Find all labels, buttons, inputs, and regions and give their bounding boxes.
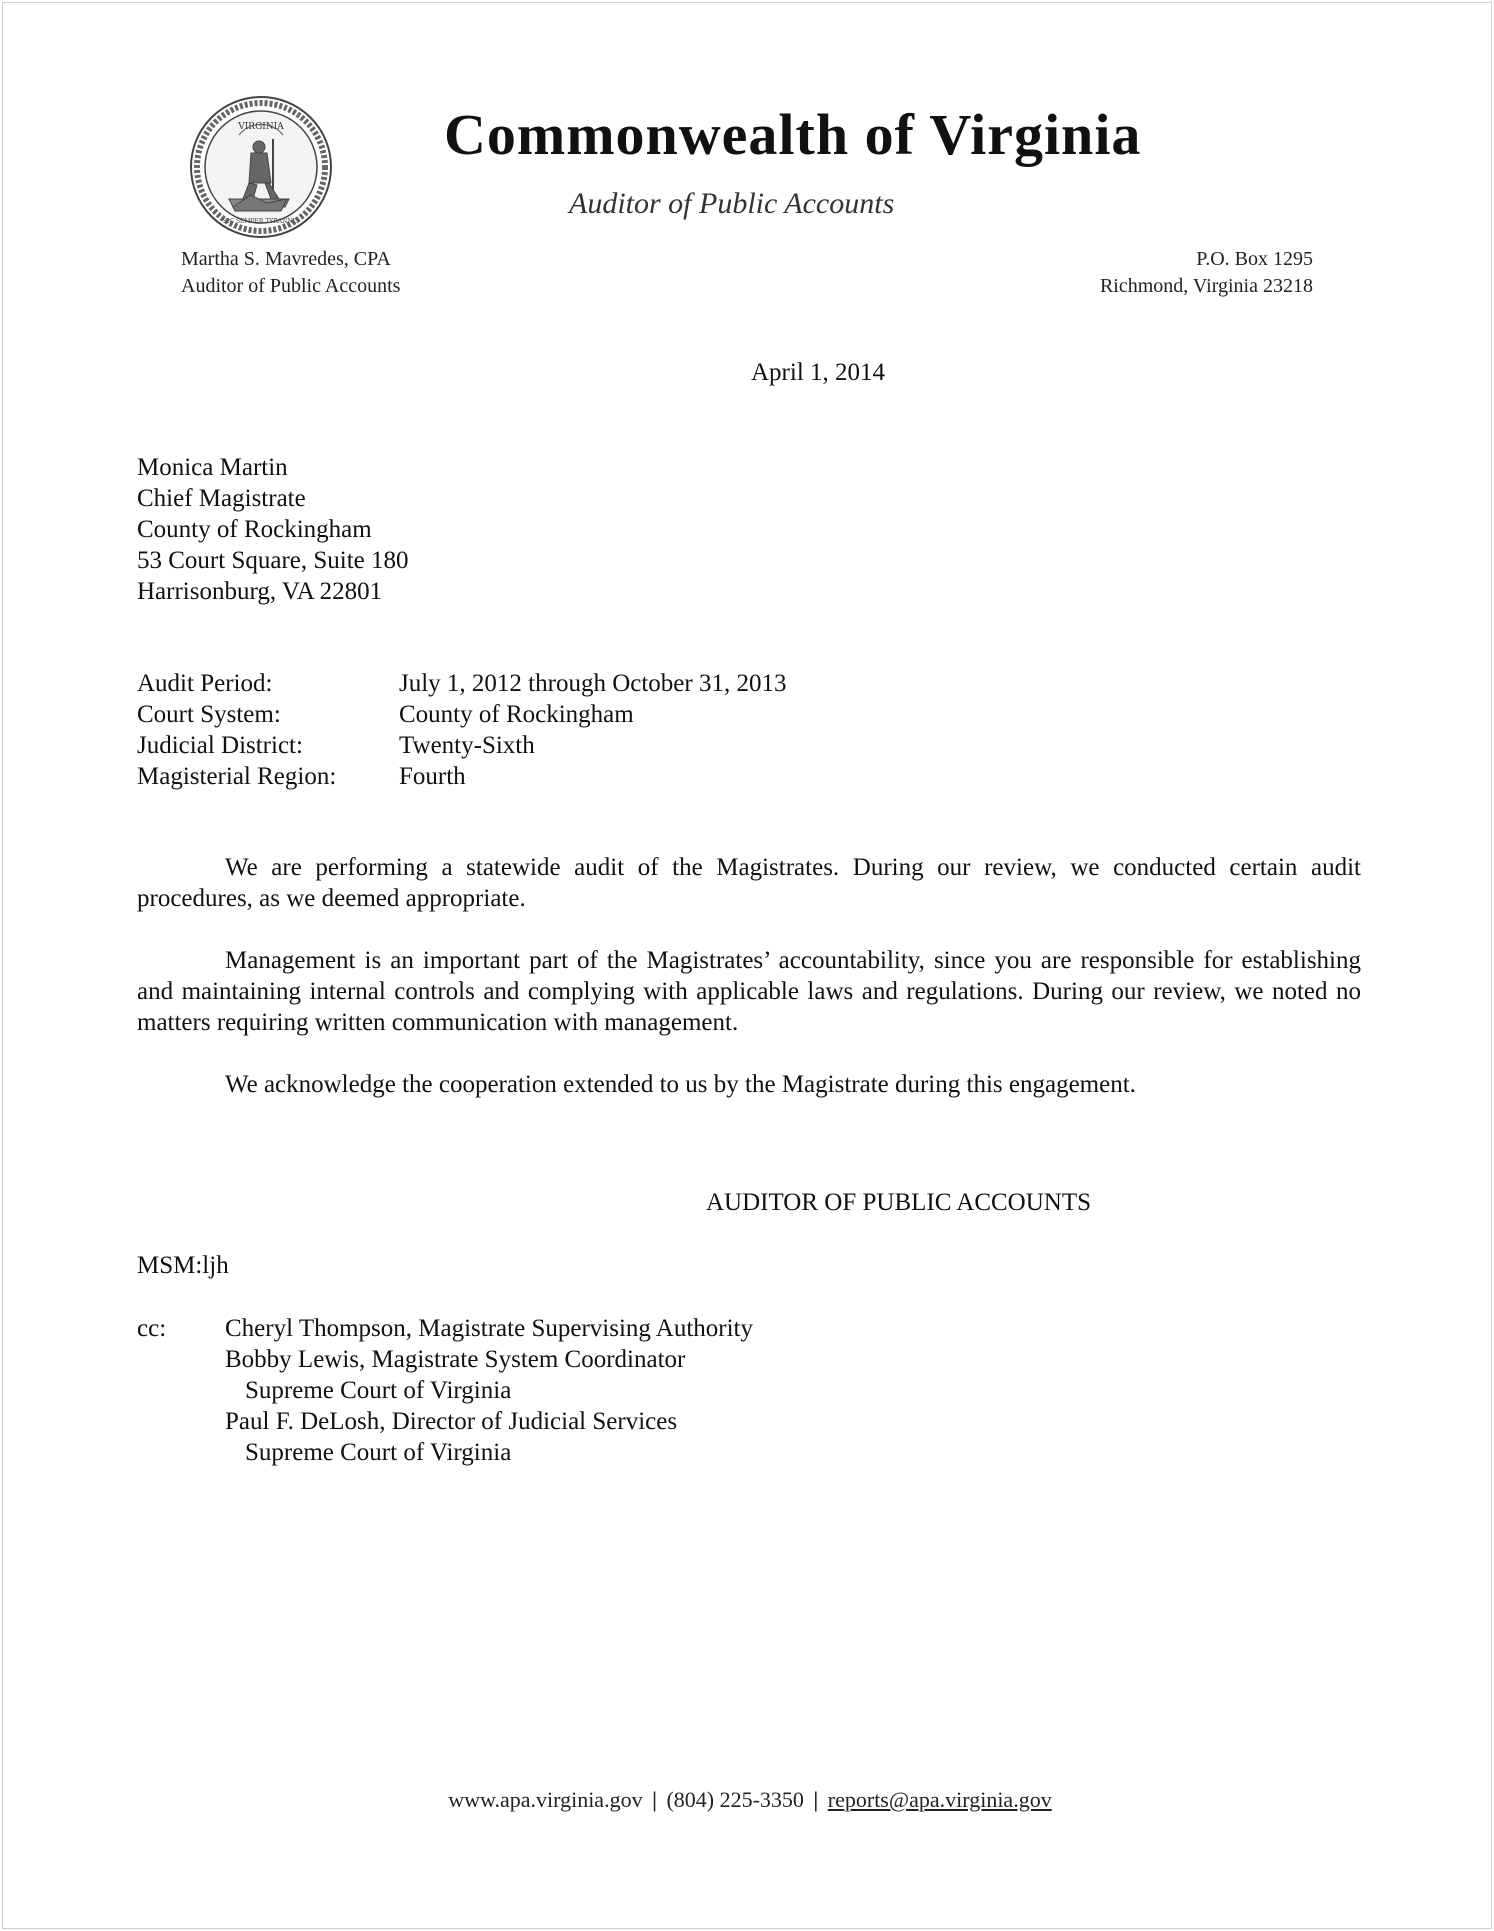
audit-info-value: July 1, 2012 through October 31, 2013 bbox=[399, 670, 787, 697]
audit-info-label: Audit Period: bbox=[137, 670, 273, 697]
recipient-line: Harrisonburg, VA 22801 bbox=[137, 578, 383, 605]
letterhead-left-block bbox=[181, 246, 400, 300]
cc-line: Supreme Court of Virginia bbox=[245, 1439, 512, 1466]
recipient-line: 53 Court Square, Suite 180 bbox=[137, 547, 409, 574]
cc-label: cc: bbox=[137, 1315, 167, 1342]
auditor-title: Auditor of Public Accounts bbox=[181, 275, 401, 297]
cc-line: Bobby Lewis, Magistrate System Coordinator bbox=[225, 1346, 686, 1373]
recipient-line: County of Rockingham bbox=[137, 516, 372, 543]
signature-block: AUDITOR OF PUBLIC ACCOUNTS bbox=[706, 1189, 1092, 1216]
paragraph-text: We acknowledge the cooperation extended to us by the Magistrate during this engagement. bbox=[225, 1071, 1136, 1098]
recipient-line: Monica Martin bbox=[137, 454, 288, 481]
typist-initials: MSM:ljh bbox=[137, 1252, 229, 1279]
audit-info-row bbox=[137, 699, 786, 730]
audit-info-row bbox=[137, 668, 786, 699]
letterhead-title: Commonwealth of Virginia bbox=[444, 102, 1142, 167]
svg-text:VIRGINIA: VIRGINIA bbox=[238, 122, 284, 132]
recipient-line: Chief Magistrate bbox=[137, 485, 306, 512]
cc-list bbox=[225, 1313, 753, 1468]
city-state-zip: Richmond, Virginia 23218 bbox=[1099, 275, 1313, 297]
audit-info-label: Court System: bbox=[137, 701, 281, 728]
letter-date: April 1, 2014 bbox=[751, 359, 886, 386]
body-paragraph-3 bbox=[137, 1069, 1361, 1100]
audit-info-row bbox=[137, 761, 786, 792]
footer-website-link[interactable]: www.apa.virginia.gov bbox=[448, 1787, 643, 1812]
audit-info-value: County of Rockingham bbox=[399, 701, 634, 728]
footer-separator: | bbox=[813, 1787, 819, 1812]
audit-info-value: Twenty-Sixth bbox=[399, 732, 535, 759]
letter-page bbox=[2, 2, 1492, 1929]
footer-phone: (804) 225-3350 bbox=[666, 1787, 804, 1812]
cc-line: Cheryl Thompson, Magistrate Supervising Authority bbox=[225, 1315, 753, 1342]
cc-line: Paul F. DeLosh, Director of Judicial Services bbox=[225, 1408, 678, 1435]
audit-info-value: Fourth bbox=[399, 763, 466, 790]
audit-info-label: Magisterial Region: bbox=[137, 763, 337, 790]
footer-email-link[interactable]: reports@apa.virginia.gov bbox=[827, 1787, 1052, 1812]
paragraph-text: Management is an important part of the Magistrates’ accountability, since you are responsible for establishing and maintaining internal controls and complying with applicable laws and regulations. During our review, we noted no matters requiring written communication with management. bbox=[137, 947, 1361, 1036]
letterhead-right-block bbox=[1100, 246, 1313, 300]
cc-block bbox=[137, 1313, 753, 1468]
letterhead-subtitle: Auditor of Public Accounts bbox=[569, 187, 895, 220]
paragraph-text: We are performing a statewide audit of the Magistrates. During our review, we conducted certain audit procedures, as we deemed appropriate. bbox=[137, 854, 1361, 912]
footer-separator: | bbox=[652, 1787, 657, 1812]
audit-info-row bbox=[137, 730, 786, 761]
auditor-name: Martha S. Mavredes, CPA bbox=[181, 248, 391, 270]
audit-info-table bbox=[137, 668, 786, 792]
audit-info-label: Judicial District: bbox=[137, 732, 303, 759]
body-paragraph-2 bbox=[137, 945, 1361, 1038]
cc-line: Supreme Court of Virginia bbox=[245, 1377, 512, 1404]
po-box: P.O. Box 1295 bbox=[1196, 248, 1313, 270]
svg-text:SIC SEMPER TYRANNIS: SIC SEMPER TYRANNIS bbox=[222, 218, 300, 225]
recipient-address bbox=[137, 452, 409, 607]
virginia-seal-logo bbox=[189, 95, 333, 239]
body-paragraph-1 bbox=[137, 852, 1361, 914]
footer bbox=[3, 1787, 1494, 1813]
